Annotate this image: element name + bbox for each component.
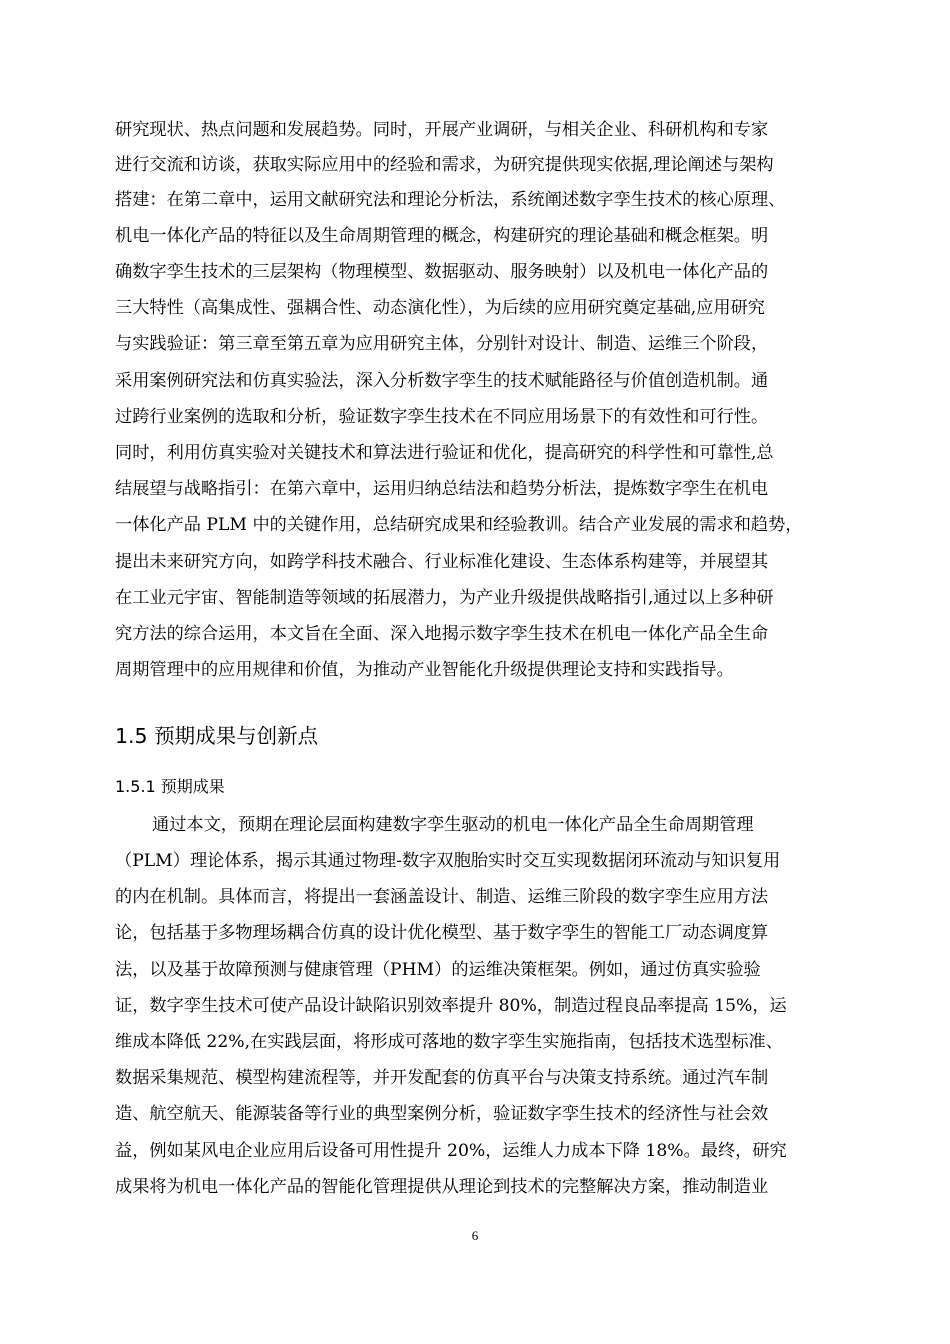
- paragraph-line: 三大特性（高集成性、强耦合性、动态演化性），为后续的应用研究奠定基础,应用研究: [115, 298, 765, 318]
- paragraph-line: 究方法的综合运用，本文旨在全面、深入地揭示数字孪生技术在机电一体化产品全生命: [115, 624, 769, 644]
- paragraph-line: 数据采集规范、模型构建流程等，并开发配套的仿真平台与决策支持系统。通过汽车制: [115, 1068, 769, 1088]
- paragraph-line: 在工业元宇宙、智能制造等领域的拓展潜力，为产业升级提供战略指引,通过以上多种研: [115, 588, 774, 608]
- paragraph-line: 证，数字孪生技术可使产品设计缺陷识别效率提升 80%，制造过程良品率提高 15%，运: [115, 996, 787, 1016]
- paragraph-line: 搭建：在第二章中，运用文献研究法和理论分析法，系统阐述数字孪生技术的核心原理、: [115, 190, 786, 210]
- paragraph-line: 益，例如某风电企业应用后设备可用性提升 20%，运维人力成本下降 18%。最终，研究: [115, 1141, 787, 1161]
- paragraph-line: 通过本文，预期在理论层面构建数字孪生驱动的机电一体化产品全生命周期管理: [152, 815, 754, 835]
- paragraph-line: 一体化产品 PLM 中的关键作用，总结研究成果和经验教训。结合产业发展的需求和趋势，: [115, 515, 803, 535]
- paragraph-line: 维成本降低 22%,在实践层面，将形成可落地的数字孪生实施指南，包括技术选型标准、: [115, 1032, 783, 1052]
- paragraph-line: 提出未来研究方向，如跨学科技术融合、行业标准化建设、生态体系构建等，并展望其: [115, 552, 769, 572]
- paragraph-line: 与实践验证：第三章至第五章为应用研究主体，分别针对设计、制造、运维三个阶段，: [115, 334, 769, 354]
- paragraph-line: 造、航空航天、能源装备等行业的典型案例分析，验证数字孪生技术的经济性与社会效: [115, 1104, 769, 1124]
- paragraph-line: （PLM）理论体系，揭示其通过物理-数字双胞胎实时交互实现数据闭环流动与知识复用: [115, 851, 781, 871]
- subsection-heading-1-5-1: 1.5.1 预期成果: [115, 777, 225, 796]
- paragraph-line: 法，以及基于故障预测与健康管理（PHM）的运维决策框架。例如，通过仿真实验验: [115, 960, 761, 980]
- page-number: 6: [471, 1228, 479, 1243]
- paragraph-line: 周期管理中的应用规律和价值，为推动产业智能化升级提供理论支持和实践指导。: [115, 660, 734, 680]
- paragraph-line: 同时，利用仿真实验对关键技术和算法进行验证和优化，提高研究的科学性和可靠性,总: [115, 443, 774, 463]
- paragraph-line: 成果将为机电一体化产品的智能化管理提供从理论到技术的完整解决方案，推动制造业: [115, 1177, 769, 1197]
- paragraph-line: 采用案例研究法和仿真实验法，深入分析数字孪生的技术赋能路径与价值创造机制。通: [115, 371, 769, 391]
- paragraph-line: 进行交流和访谈，获取实际应用中的经验和需求，为研究提供现实依据,理论阐述与架构: [115, 155, 774, 175]
- paragraph-line: 结展望与战略指引：在第六章中，运用归纳总结法和趋势分析法，提炼数字孪生在机电: [115, 479, 769, 499]
- paragraph-line: 机电一体化产品的特征以及生命周期管理的概念，构建研究的理论基础和概念框架。明: [115, 226, 769, 246]
- paragraph-line: 的内在机制。具体而言，将提出一套涵盖设计、制造、运维三阶段的数字孪生应用方法: [115, 887, 769, 907]
- section-heading-1-5: 1.5 预期成果与创新点: [115, 724, 319, 748]
- paragraph-line: 研究现状、热点问题和发展趋势。同时，开展产业调研，与相关企业、科研机构和专家: [115, 120, 769, 140]
- paragraph-line: 过跨行业案例的选取和分析，验证数字孪生技术在不同应用场景下的有效性和可行性。: [115, 407, 769, 427]
- paragraph-line: 确数字孪生技术的三层架构（物理模型、数据驱动、服务映射）以及机电一体化产品的: [115, 262, 769, 282]
- paragraph-line: 论，包括基于多物理场耦合仿真的设计优化模型、基于数字孪生的智能工厂动态调度算: [115, 923, 769, 943]
